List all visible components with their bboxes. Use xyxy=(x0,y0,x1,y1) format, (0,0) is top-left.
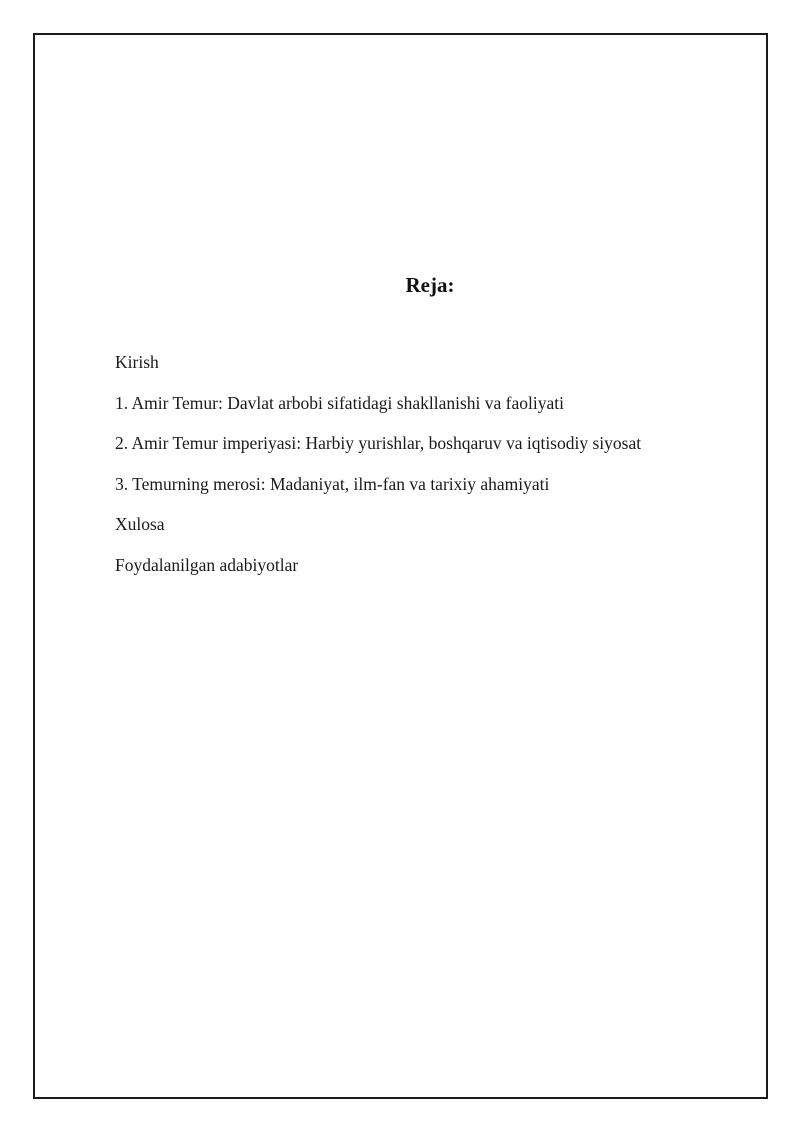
plan-item-conclusion: Xulosa xyxy=(115,514,165,534)
plan-item-2: 2. Amir Temur imperiyasi: Harbiy yurishlar, boshqaruv va iqtisodiy siyosat xyxy=(115,433,642,453)
plan-item-3: 3. Temurning merosi: Madaniyat, ilm-fan va tarixiy ahamiyati xyxy=(115,473,550,494)
plan-item-references: Foydalanilgan adabiyotlar xyxy=(115,554,299,575)
page-title: Reja: xyxy=(405,273,455,297)
plan-item-intro: Kirish xyxy=(115,352,159,372)
plan-item-1: 1. Amir Temur: Davlat arbobi sifatidagi shakllanishi va faoliyati xyxy=(115,392,564,413)
plan-list xyxy=(115,350,641,593)
